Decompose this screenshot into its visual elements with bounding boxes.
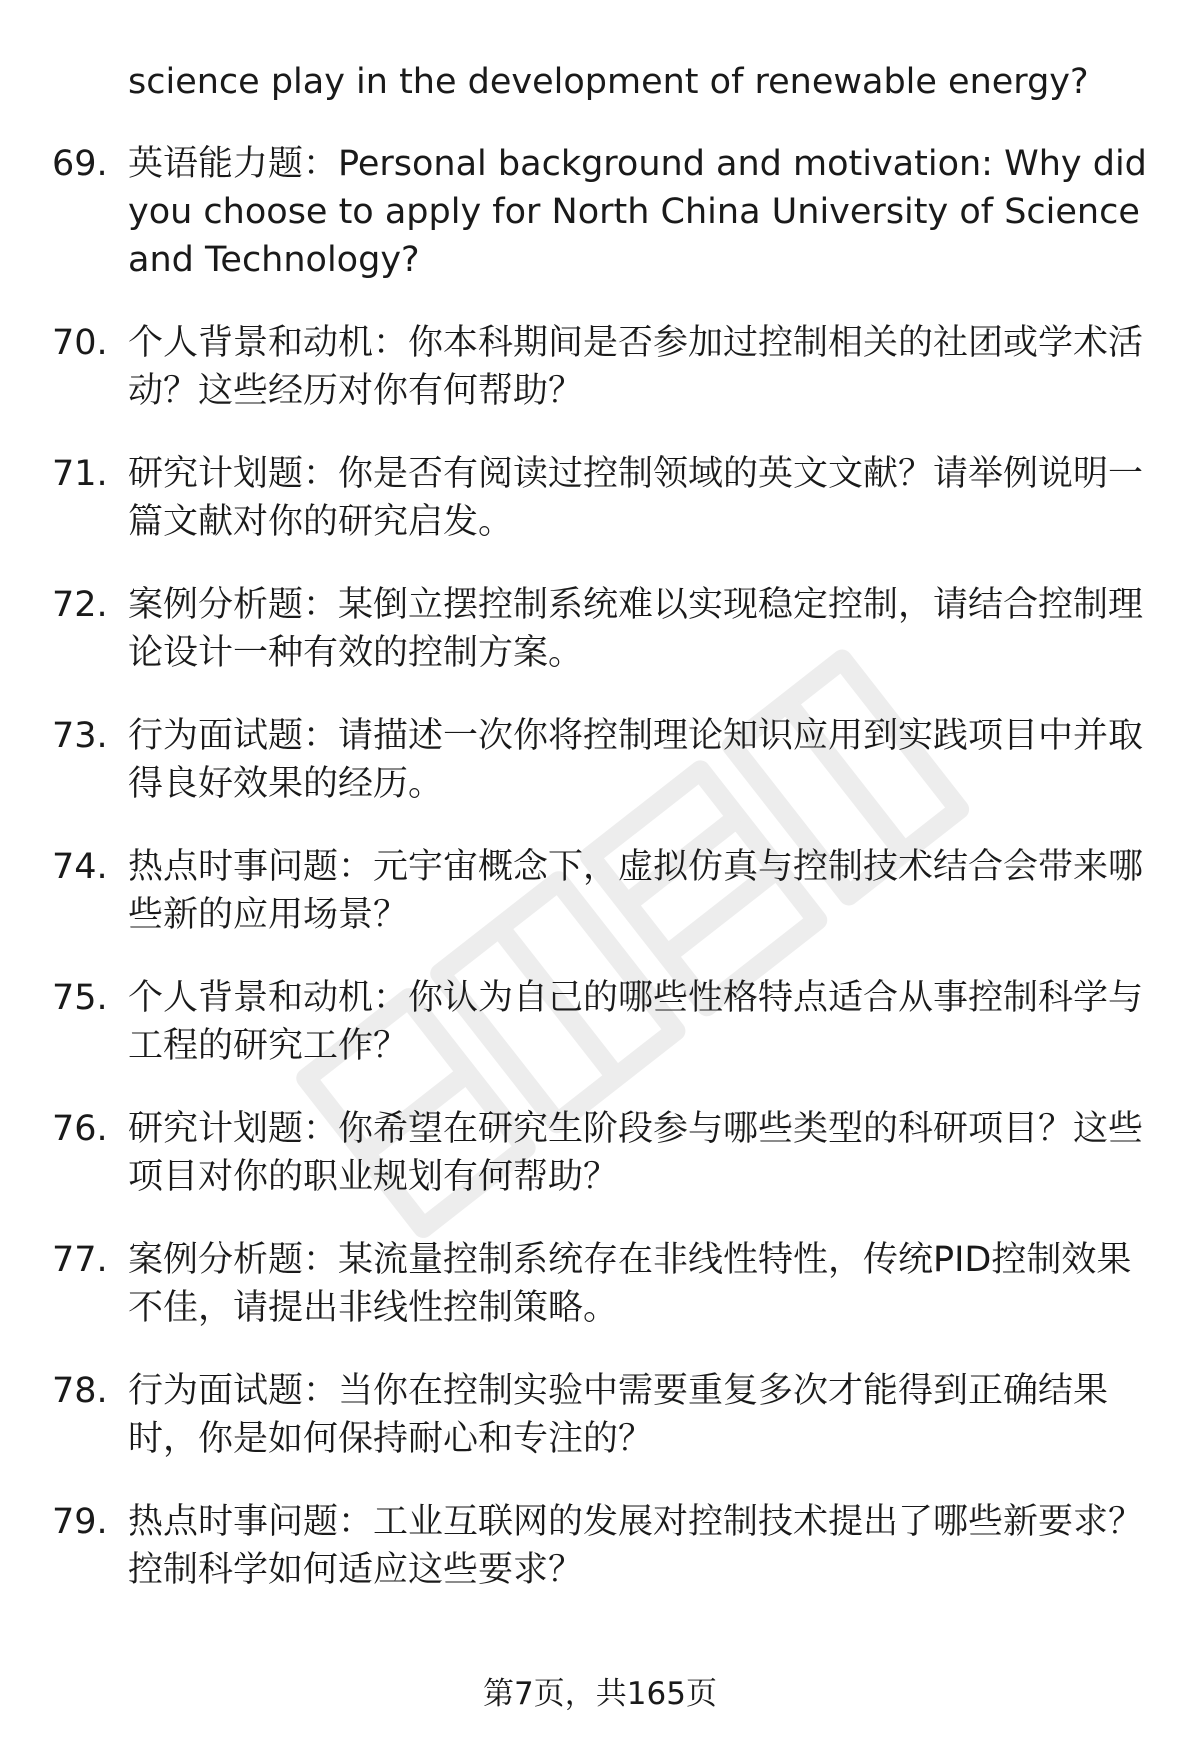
question-number: 69. xyxy=(52,144,108,184)
question-number: 71. xyxy=(52,454,108,494)
question-text: 热点时事问题：元宇宙概念下，虚拟仿真与控制技术结合会带来哪些新的应用场景？ xyxy=(128,847,1144,935)
question-number: 70. xyxy=(52,323,108,363)
question-item xyxy=(0,1498,1200,1594)
question-item xyxy=(0,1105,1200,1201)
question-continuation-text: science play in the development of renewable energy? xyxy=(128,62,1089,102)
question-item xyxy=(0,1236,1200,1332)
question-text: 英语能力题：Personal background and motivation: Why did you choose to apply for North China University of Science and Technology? xyxy=(128,144,1147,280)
question-text: 案例分析题：某倒立摆控制系统难以实现稳定控制，请结合控制理论设计一种有效的控制方案。 xyxy=(128,585,1144,673)
question-item xyxy=(0,1367,1200,1463)
question-item xyxy=(0,140,1200,284)
question-text: 研究计划题：你是否有阅读过控制领域的英文文献？请举例说明一篇文献对你的研究启发。 xyxy=(128,454,1144,542)
question-item xyxy=(0,581,1200,677)
question-item xyxy=(0,974,1200,1070)
question-text: 个人背景和动机：你认为自己的哪些性格特点适合从事控制科学与工程的研究工作？ xyxy=(128,978,1144,1066)
question-number: 79. xyxy=(52,1502,108,1542)
question-text: 行为面试题：请描述一次你将控制理论知识应用到实践项目中并取得良好效果的经历。 xyxy=(128,716,1144,804)
question-text: 研究计划题：你希望在研究生阶段参与哪些类型的科研项目？这些项目对你的职业规划有何帮助？ xyxy=(128,1109,1144,1197)
question-number: 78. xyxy=(52,1371,108,1411)
question-number: 73. xyxy=(52,716,108,756)
question-number: 74. xyxy=(52,847,108,887)
question-text: 案例分析题：某流量控制系统存在非线性特性，传统PID控制效果不佳，请提出非线性控制策略。 xyxy=(128,1240,1132,1328)
question-number: 77. xyxy=(52,1240,108,1280)
question-list xyxy=(0,140,1200,1629)
question-text: 个人背景和动机：你本科期间是否参加过控制相关的社团或学术活动？这些经历对你有何帮助？ xyxy=(128,323,1144,411)
question-text: 热点时事问题：工业互联网的发展对控制技术提出了哪些新要求？控制科学如何适应这些要求？ xyxy=(128,1502,1144,1590)
question-number: 72. xyxy=(52,585,108,625)
page-number-footer: 第7页，共165页 xyxy=(483,1676,717,1712)
question-item xyxy=(0,450,1200,546)
question-text: 行为面试题：当你在控制实验中需要重复多次才能得到正确结果时，你是如何保持耐心和专注的？ xyxy=(128,1371,1109,1459)
question-number: 75. xyxy=(52,978,108,1018)
question-item xyxy=(0,843,1200,939)
question-item xyxy=(0,319,1200,415)
question-number: 76. xyxy=(52,1109,108,1149)
question-item xyxy=(0,712,1200,808)
